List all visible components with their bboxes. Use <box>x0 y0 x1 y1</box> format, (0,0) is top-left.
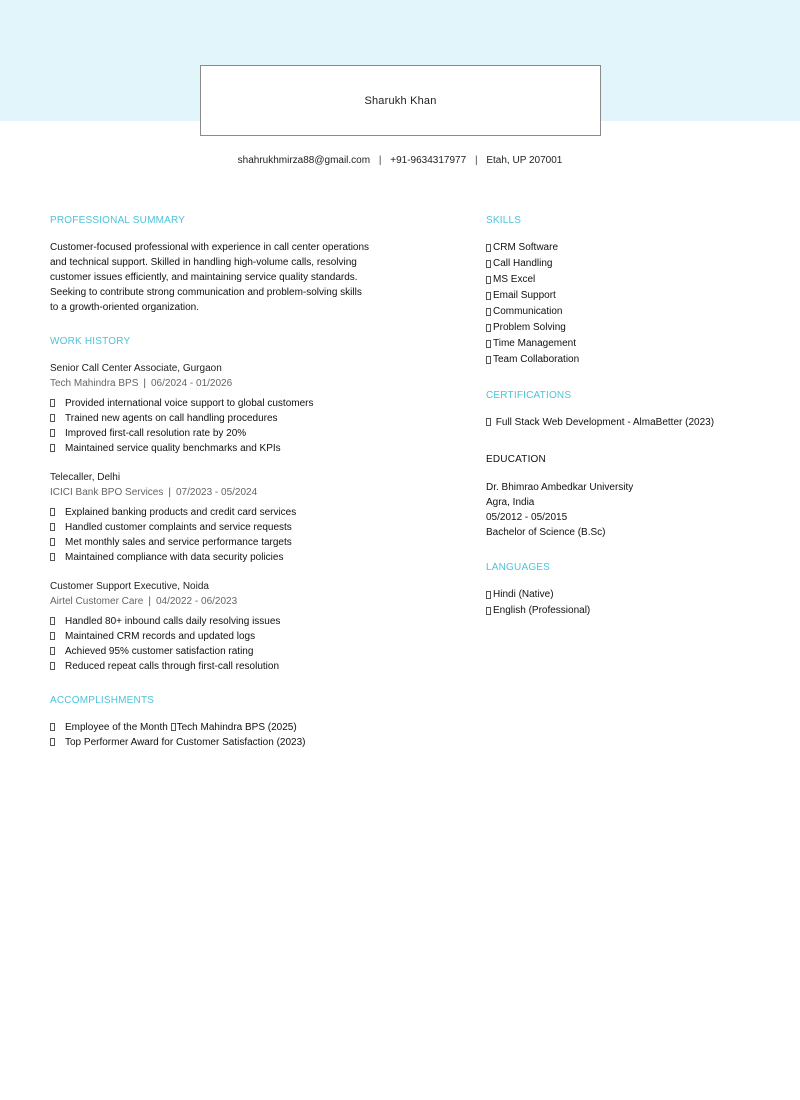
contact-email: shahrukhmirza88@gmail.com <box>237 155 371 166</box>
job-meta-separator: | <box>168 487 171 498</box>
name-box <box>200 65 601 136</box>
education-dates: 05/2012 - 05/2015 <box>486 512 568 523</box>
job-bullets <box>50 396 370 456</box>
job-company: Tech Mahindra BPS <box>50 378 139 389</box>
job-meta-separator: | <box>148 596 151 607</box>
bullet-icon <box>50 553 55 561</box>
education-location: Agra, India <box>486 497 535 508</box>
skill-text: Problem Solving <box>493 322 566 333</box>
summary-section <box>50 215 370 315</box>
bullet-icon <box>486 418 491 426</box>
education-degree: Bachelor of Science (B.Sc) <box>486 527 606 538</box>
skills-list <box>486 240 716 368</box>
accomplishment-detail: Tech Mahindra BPS (2025) <box>176 722 297 733</box>
bullet-icon <box>486 260 491 268</box>
job-company: Airtel Customer Care <box>50 596 144 607</box>
job-title: Customer Support Executive, Noida <box>50 581 209 592</box>
list-item <box>50 411 370 426</box>
job-meta <box>50 376 370 391</box>
left-column <box>50 215 370 771</box>
bullet-icon <box>50 523 55 531</box>
certifications-heading: CERTIFICATIONS <box>486 390 572 401</box>
languages-list <box>486 587 716 619</box>
education-section <box>486 452 716 540</box>
education-heading: EDUCATION <box>486 454 546 465</box>
job-entry <box>50 361 370 456</box>
bullet-text: Met monthly sales and service performance targets <box>65 537 292 548</box>
list-item <box>50 720 370 735</box>
job-title: Senior Call Center Associate, Gurgaon <box>50 363 222 374</box>
bullet-icon <box>50 662 55 670</box>
skill-text: MS Excel <box>493 274 536 285</box>
language-text: English (Professional) <box>493 605 591 616</box>
skill-text: Team Collaboration <box>493 354 580 365</box>
right-column <box>486 215 716 641</box>
job-meta-separator: | <box>143 378 146 389</box>
bullet-text: Maintained CRM records and updated logs <box>65 631 256 642</box>
job-bullets <box>50 505 370 565</box>
list-item <box>486 288 716 304</box>
accomplishments-list <box>50 720 370 750</box>
contact-phone: +91-9634317977 <box>390 155 467 166</box>
list-item <box>50 644 370 659</box>
dash-glyph-icon <box>171 723 176 731</box>
bullet-text: Improved first-call resolution rate by 20% <box>65 428 247 439</box>
bullet-text: Trained new agents on call handling procedures <box>65 413 278 424</box>
list-item <box>486 603 716 619</box>
bullet-icon <box>486 356 491 364</box>
accomplishment-text: Top Performer Award for Customer Satisfaction (2023) <box>65 737 306 748</box>
bullet-text: Explained banking products and credit card services <box>65 507 297 518</box>
list-item <box>50 505 370 520</box>
contact-line <box>0 155 800 166</box>
accomplishments-heading: ACCOMPLISHMENTS <box>50 695 155 706</box>
job-dates: 04/2022 - 06/2023 <box>155 596 238 607</box>
list-item <box>50 659 370 674</box>
contact-separator: | <box>378 155 382 166</box>
list-item <box>486 320 716 336</box>
bullet-text: Achieved 95% customer satisfaction rating <box>65 646 254 657</box>
job-dates: 06/2024 - 01/2026 <box>151 378 233 389</box>
languages-section <box>486 562 716 619</box>
candidate-name: Sharukh Khan <box>364 94 437 107</box>
job-entry <box>50 470 370 565</box>
skill-text: Communication <box>493 306 563 317</box>
list-item <box>486 240 716 256</box>
list-item <box>486 587 716 603</box>
list-item <box>50 614 370 629</box>
language-text: Hindi (Native) <box>493 589 554 600</box>
accomplishment-text <box>65 720 297 735</box>
accomplishments-section <box>50 695 370 750</box>
list-item <box>50 441 370 456</box>
skill-text: Email Support <box>493 290 556 301</box>
bullet-icon <box>50 444 55 452</box>
summary-heading: PROFESSIONAL SUMMARY <box>50 215 186 226</box>
list-item <box>50 426 370 441</box>
job-meta <box>50 485 370 500</box>
list-item <box>486 336 716 352</box>
list-item <box>486 352 716 368</box>
list-item <box>50 535 370 550</box>
bullet-icon <box>50 647 55 655</box>
bullet-text: Reduced repeat calls through first-call resolution <box>65 661 279 672</box>
skills-heading: SKILLS <box>486 215 522 226</box>
job-dates: 07/2023 - 05/2024 <box>175 487 258 498</box>
job-meta <box>50 594 370 609</box>
list-item <box>486 256 716 272</box>
list-item <box>50 396 370 411</box>
bullet-icon <box>50 429 55 437</box>
skill-text: Time Management <box>493 338 576 349</box>
list-item <box>50 629 370 644</box>
bullet-icon <box>486 308 491 316</box>
list-item <box>50 735 370 750</box>
list-item <box>486 272 716 288</box>
certification-item <box>486 415 716 430</box>
list-item <box>50 550 370 565</box>
bullet-text: Handled 80+ inbound calls daily resolving issues <box>65 616 281 627</box>
job-entry <box>50 579 370 674</box>
bullet-icon <box>486 607 491 615</box>
bullet-icon <box>486 591 491 599</box>
bullet-icon <box>50 723 55 731</box>
bullet-icon <box>486 244 491 252</box>
bullet-icon <box>50 399 55 407</box>
summary-text: Customer-focused professional with experience in call center operations and technical support. Skilled in handling high-volume calls, resolving customer issues efficiently, and maintaining service quality standards. Seeking to contribute strong communication and problem-solving skills to a growth-oriented organization. <box>50 242 370 313</box>
bullet-text: Provided international voice support to global customers <box>65 398 314 409</box>
certifications-section <box>486 390 716 430</box>
work-history-heading: WORK HISTORY <box>50 336 131 347</box>
bullet-icon <box>50 414 55 422</box>
certification-text: Full Stack Web Development - AlmaBetter (2023) <box>495 417 715 428</box>
bullet-icon <box>50 738 55 746</box>
work-history-section <box>50 336 370 674</box>
contact-location: Etah, UP 207001 <box>486 155 563 166</box>
job-title: Telecaller, Delhi <box>50 472 121 483</box>
job-bullets <box>50 614 370 674</box>
bullet-text: Handled customer complaints and service requests <box>65 522 292 533</box>
list-item <box>486 304 716 320</box>
bullet-icon <box>486 276 491 284</box>
education-school: Dr. Bhimrao Ambedkar University <box>486 482 634 493</box>
bullet-icon <box>50 632 55 640</box>
contact-separator: | <box>474 155 478 166</box>
bullet-icon <box>486 324 491 332</box>
accomplishment-title: Employee of the Month <box>65 722 168 733</box>
skill-text: Call Handling <box>493 258 553 269</box>
bullet-text: Maintained service quality benchmarks and KPIs <box>65 443 281 454</box>
languages-heading: LANGUAGES <box>486 562 551 573</box>
bullet-text: Maintained compliance with data security policies <box>65 552 284 563</box>
bullet-icon <box>50 538 55 546</box>
bullet-icon <box>486 292 491 300</box>
bullet-icon <box>50 508 55 516</box>
bullet-icon <box>486 340 491 348</box>
list-item <box>50 520 370 535</box>
skill-text: CRM Software <box>493 242 559 253</box>
skills-section <box>486 215 716 368</box>
job-company: ICICI Bank BPO Services <box>50 487 164 498</box>
bullet-icon <box>50 617 55 625</box>
